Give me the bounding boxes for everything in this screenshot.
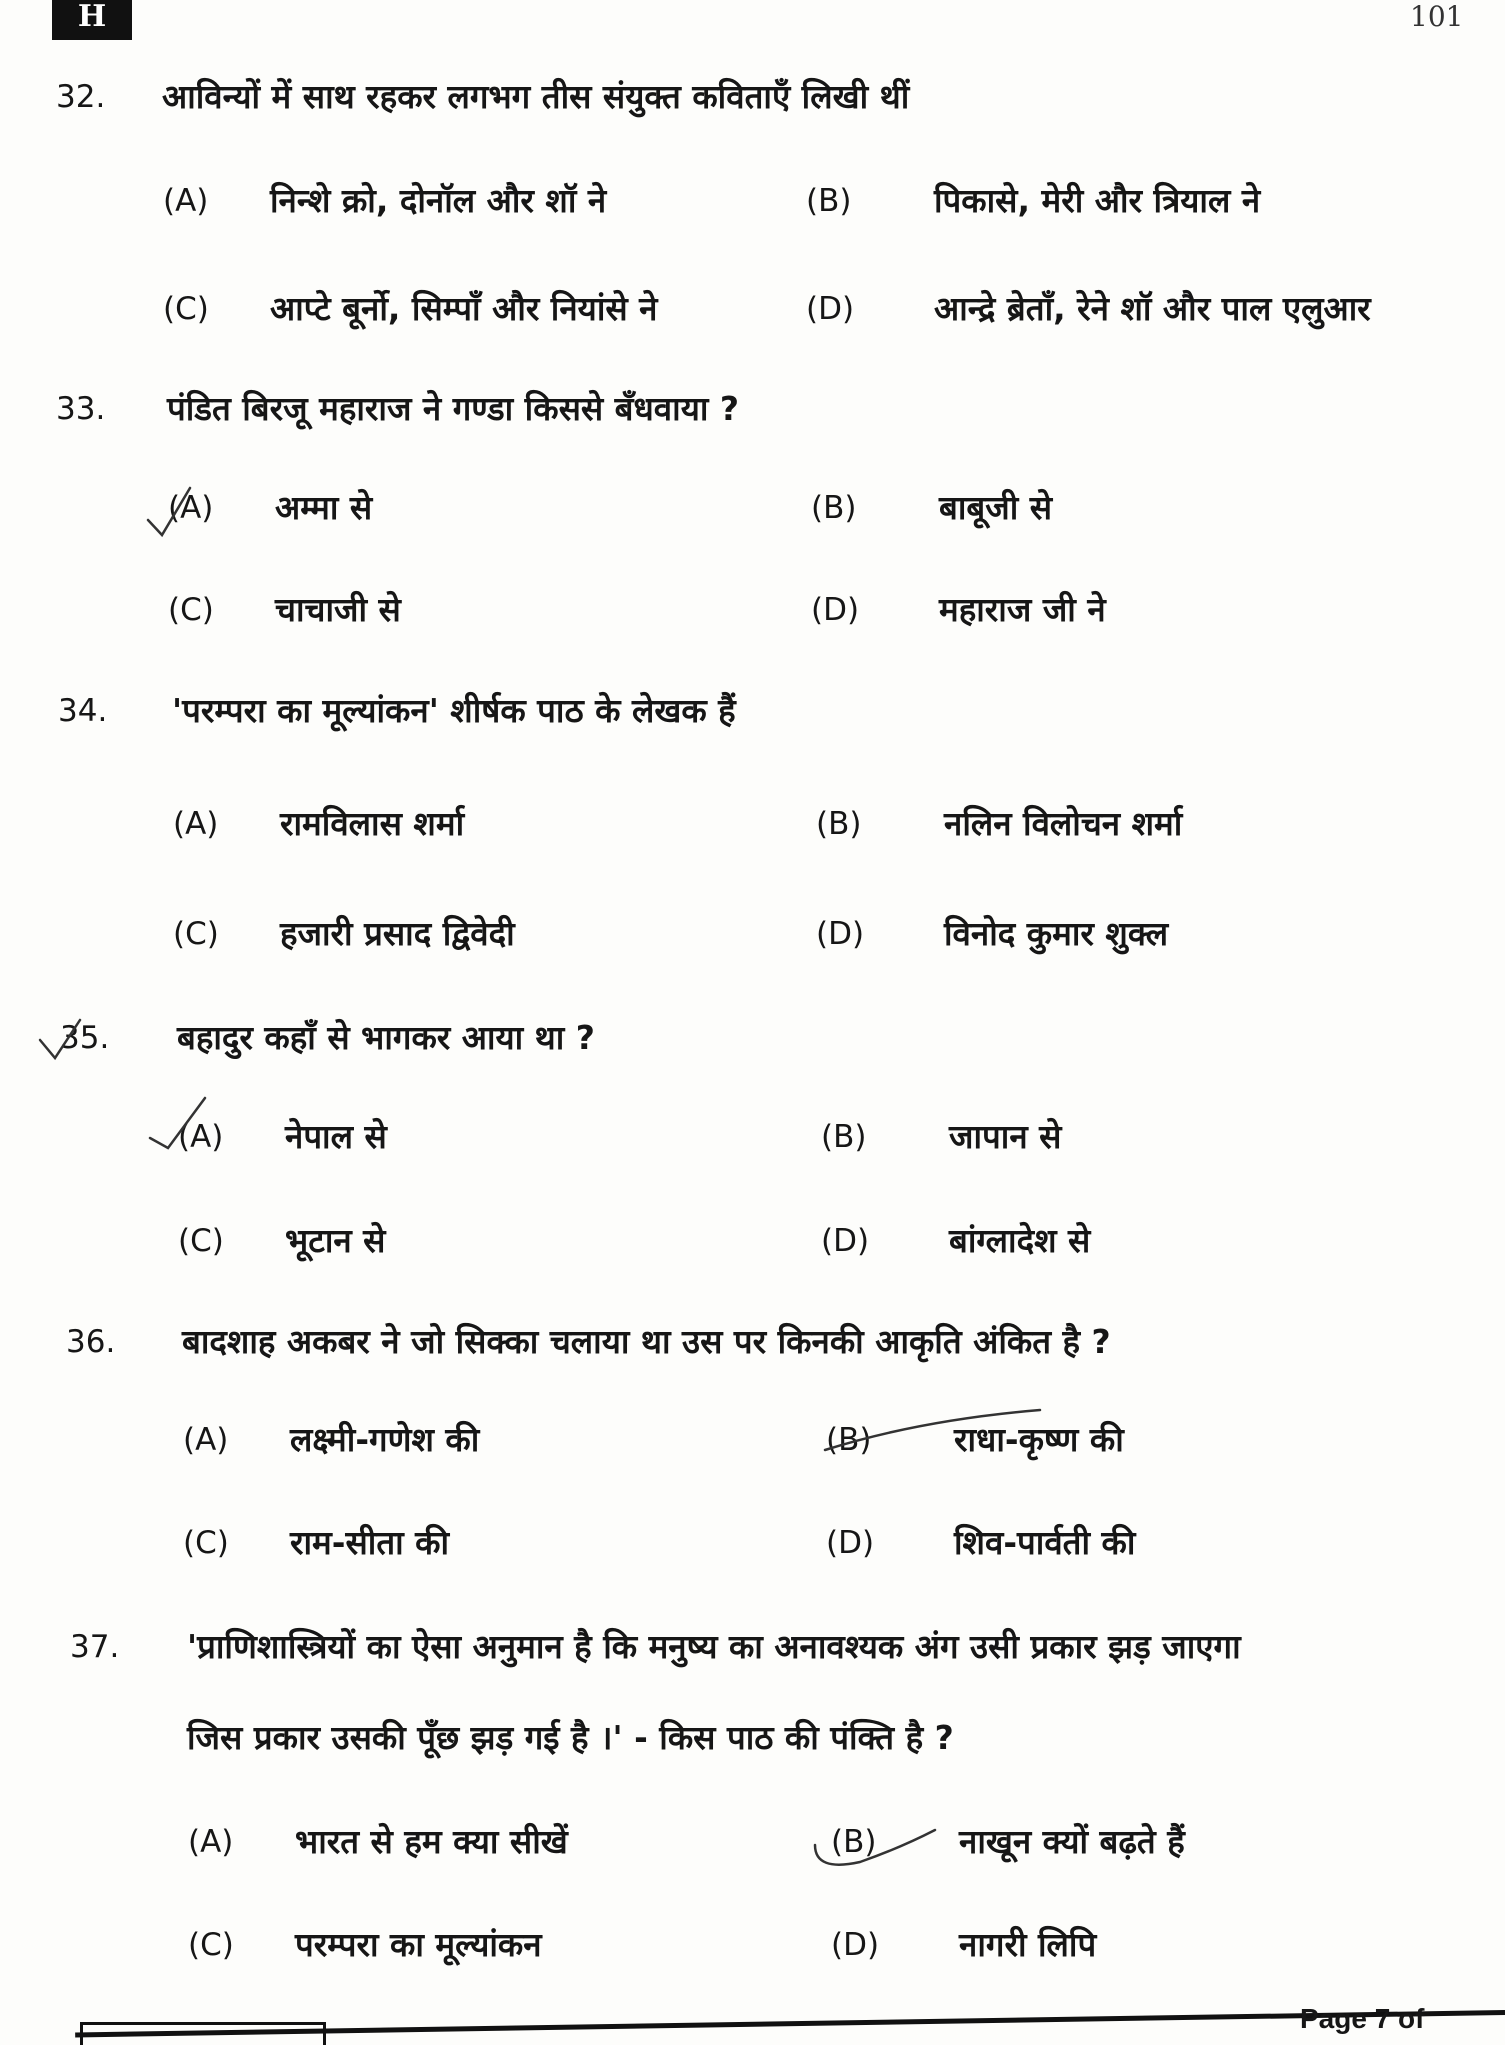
option-label: (A) xyxy=(188,1824,234,1860)
option-label: (B) xyxy=(811,490,857,526)
question-text: आविन्यों में साथ रहकर लगभग तीस संयुक्त कविताएँ लिखी थीं xyxy=(162,77,910,116)
tick-mark-q35-number xyxy=(40,1020,80,1058)
option-label: (A) xyxy=(178,1119,224,1155)
option-label: (D) xyxy=(821,1223,870,1259)
option-label: (D) xyxy=(816,916,865,952)
page-corner-number: 101 xyxy=(1410,0,1464,33)
option-label: (C) xyxy=(168,592,214,628)
option-label: (B) xyxy=(821,1119,867,1155)
strike-mark-q36-b xyxy=(825,1410,1040,1450)
option-label: (D) xyxy=(806,291,855,327)
option-label: (D) xyxy=(826,1525,875,1561)
option-text: निन्शे क्रो, दोनॉल और शॉ ने xyxy=(270,181,607,220)
question-number: 34. xyxy=(58,693,108,729)
question-text: 'प्राणिशास्त्रियों का ऐसा अनुमान है कि मनुष्य का अनावश्यक अंग उसी प्रकार झड़ जाएगा xyxy=(187,1627,1241,1666)
tick-mark-q35-a xyxy=(150,1098,205,1148)
option-label: (D) xyxy=(831,1927,880,1963)
option-label: (B) xyxy=(806,183,852,219)
set-code-badge: H xyxy=(52,0,132,40)
option-text: हजारी प्रसाद द्विवेदी xyxy=(280,914,515,953)
option-label: (C) xyxy=(178,1223,224,1259)
option-text: पिकासे, मेरी और त्रियाल ने xyxy=(934,181,1261,220)
option-text: रामविलास शर्मा xyxy=(280,804,465,843)
option-label: (A) xyxy=(168,490,214,526)
option-text: भूटान से xyxy=(285,1221,386,1260)
option-text: बाबूजी से xyxy=(939,488,1053,527)
option-label: (C) xyxy=(183,1525,229,1561)
option-label: (B) xyxy=(831,1824,877,1860)
option-text: जापान से xyxy=(949,1117,1062,1156)
option-text: महाराज जी ने xyxy=(939,590,1106,629)
option-text: नलिन विलोचन शर्मा xyxy=(944,804,1183,843)
question-text: जिस प्रकार उसकी पूँछ झड़ गई है ।' - किस पाठ की पंक्ति है ? xyxy=(187,1718,954,1757)
option-text: विनोद कुमार शुक्ल xyxy=(944,914,1169,953)
option-label: (C) xyxy=(188,1927,234,1963)
option-label: (A) xyxy=(173,806,219,842)
option-label: (B) xyxy=(826,1422,872,1458)
question-text: बहादुर कहाँ से भागकर आया था ? xyxy=(177,1018,595,1057)
question-number: 36. xyxy=(66,1324,116,1360)
question-number: 37. xyxy=(70,1629,120,1665)
option-text: लक्ष्मी-गणेश की xyxy=(290,1420,480,1459)
option-label: (A) xyxy=(183,1422,229,1458)
page-indicator: Page 7 of xyxy=(1300,2003,1425,2034)
question-number: 35. xyxy=(60,1020,110,1056)
question-number: 33. xyxy=(56,391,106,427)
option-text: परम्परा का मूल्यांकन xyxy=(295,1925,542,1964)
option-label: (C) xyxy=(163,291,209,327)
option-text: राधा-कृष्ण की xyxy=(954,1420,1124,1459)
option-label: (B) xyxy=(816,806,862,842)
option-text: अम्मा से xyxy=(275,488,373,527)
question-text: बादशाह अकबर ने जो सिक्का चलाया था उस पर किनकी आकृति अंकित है ? xyxy=(182,1322,1111,1361)
question-text: 'परम्परा का मूल्यांकन' शीर्षक पाठ के लेखक हैं xyxy=(172,691,736,730)
option-text: नेपाल से xyxy=(285,1117,387,1156)
circle-mark-q37-b xyxy=(815,1830,935,1865)
option-text: बांग्लादेश से xyxy=(949,1221,1091,1260)
option-text: राम-सीता की xyxy=(290,1523,450,1562)
option-label: (D) xyxy=(811,592,860,628)
question-text: पंडित बिरजू महाराज ने गण्डा किससे बँधवाया ? xyxy=(167,389,740,428)
option-text: नाखून क्यों बढ़ते हैं xyxy=(959,1822,1185,1861)
option-text: भारत से हम क्या सीखें xyxy=(295,1822,568,1861)
option-text: शिव-पार्वती की xyxy=(954,1523,1136,1562)
question-number: 32. xyxy=(56,79,106,115)
tick-mark-q33-a xyxy=(148,488,190,535)
option-text: नागरी लिपि xyxy=(959,1925,1097,1964)
option-text: आप्टे बूर्नो, सिम्पॉं और नियांसे ने xyxy=(270,289,658,328)
option-text: चाचाजी से xyxy=(275,590,401,629)
option-label: (C) xyxy=(173,916,219,952)
option-label: (A) xyxy=(163,183,209,219)
option-text: आन्द्रे ब्रेताँ, रेने शॉ और पाल एलुआर xyxy=(934,289,1371,328)
